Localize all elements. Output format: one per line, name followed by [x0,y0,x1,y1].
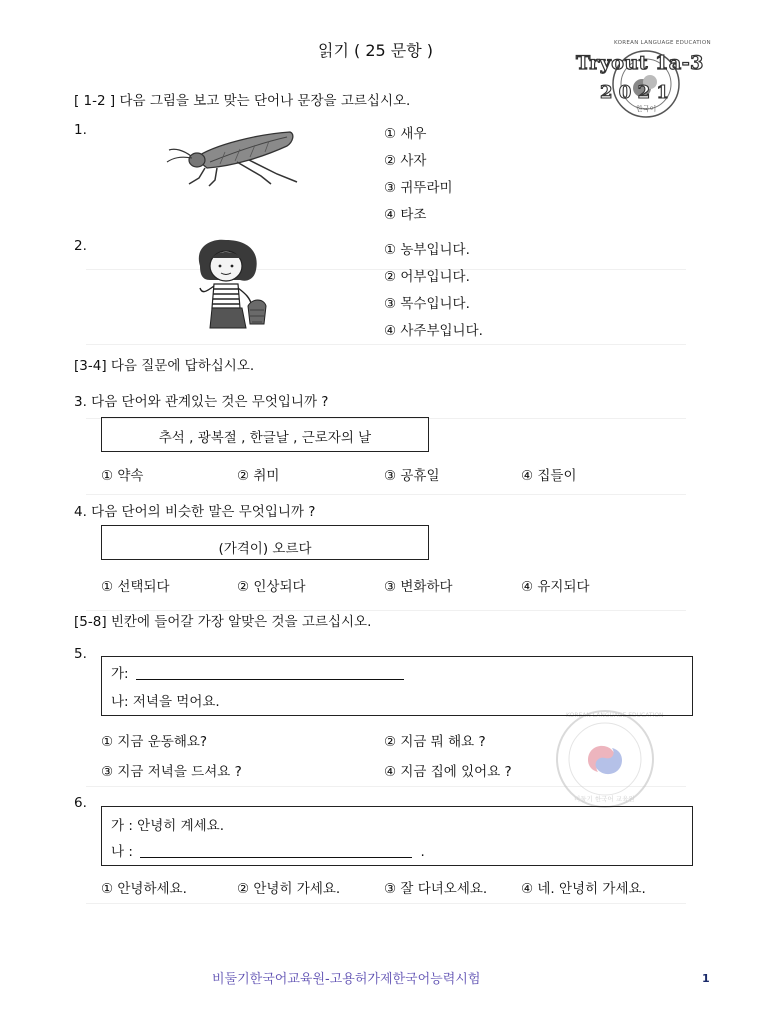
cricket-illustration [165,122,305,192]
q6-option-3[interactable]: ③ 잘 다녀오세요. [384,881,488,897]
q4-option-3[interactable]: ③ 변화하다 [384,579,453,595]
logo-tryout-text: Tryout 1a-3 [576,52,704,74]
q5-speaker-na: 나: 저녁을 먹어요. [111,694,220,710]
watermark-sub-text: 비둘기 한국어 교육원 [574,795,635,803]
q1-option-1[interactable]: ① 새우 [384,126,427,142]
q6-option-4[interactable]: ④ 네. 안녕히 가세요. [521,881,646,897]
q6-option-1[interactable]: ① 안녕하세요. [101,881,187,897]
q3-option-2[interactable]: ② 취미 [237,468,280,484]
logo-sub: 한국어 [636,105,657,113]
q5-option-2[interactable]: ② 지금 뭐 해요 ? [384,734,486,750]
q6-na-period: . [420,844,425,860]
q4-word-box-text: (가격이) 오르다 [218,541,312,557]
watermark-ring-text: KOREAN LANGUAGE EDUCATION [566,712,664,719]
school-watermark-seal [552,706,664,812]
q6-option-2[interactable]: ② 안녕히 가세요. [237,881,341,897]
q3-option-1[interactable]: ① 약속 [101,468,144,484]
q6-na-label: 나 : [111,844,133,860]
logo-year: 2 0 2 1 [600,82,669,103]
q1-option-4[interactable]: ④ 타조 [384,207,427,223]
q6-answer-blank[interactable] [140,845,412,858]
q3-option-3[interactable]: ③ 공휴일 [384,468,440,484]
q3-option-4[interactable]: ④ 집들이 [521,468,577,484]
logo-ring-text: KOREAN LANGUAGE EDUCATION [614,40,711,46]
q4-option-1[interactable]: ① 선택되다 [101,579,170,595]
q4-option-4[interactable]: ④ 유지되다 [521,579,590,595]
q2-option-3[interactable]: ③ 목수입니다. [384,296,470,312]
question-5-number: 5. [74,646,87,662]
page-number: 1 [702,972,710,985]
q6-speaker-na [111,840,425,860]
section-instruction-1-2: [ 1-2 ] 다음 그림을 보고 맞는 단어나 문장을 고르십시오. [74,93,411,109]
page-title: 읽기 ( 25 문항 ) [318,41,434,60]
footer-text: 비둘기한국어교육원-고용허가제한국어능력시험 [212,972,481,987]
woman-with-basket-illustration [188,236,270,334]
q2-option-4[interactable]: ④ 사주부입니다. [384,323,483,339]
section-instruction-3-4: [3-4] 다음 질문에 답하십시오. [74,358,255,374]
question-1-number: 1. [74,122,87,138]
q5-answer-blank[interactable] [136,667,404,680]
question-2-number: 2. [74,238,87,254]
q6-speaker-ga: 가 : 안녕히 계세요. [111,818,225,834]
question-4-stem: 4. 다음 단어의 비슷한 말은 무엇입니까 ? [74,504,316,520]
q5-ga-label: 가: [111,666,129,682]
question-6-number: 6. [74,795,87,811]
q5-option-1[interactable]: ① 지금 운동해요? [101,734,208,750]
question-3-stem: 3. 다음 단어와 관계있는 것은 무엇입니까 ? [74,394,329,410]
tryout-logo [570,38,718,120]
q4-option-2[interactable]: ② 인상되다 [237,579,306,595]
q3-word-box-text: 추석 , 광복절 , 한글날 , 근로자의 날 [158,430,372,446]
section-instruction-5-8: [5-8] 빈칸에 들어갈 가장 알맞은 것을 고르십시오. [74,614,372,630]
q1-option-2[interactable]: ② 사자 [384,153,427,169]
q5-option-3[interactable]: ③ 지금 저녁을 드셔요 ? [101,764,242,780]
q5-option-4[interactable]: ④ 지금 집에 있어요 ? [384,764,512,780]
q2-option-2[interactable]: ② 어부입니다. [384,269,470,285]
q1-option-3[interactable]: ③ 귀뚜라미 [384,180,453,196]
q2-option-1[interactable]: ① 농부입니다. [384,242,470,258]
q5-speaker-ga [111,662,404,682]
